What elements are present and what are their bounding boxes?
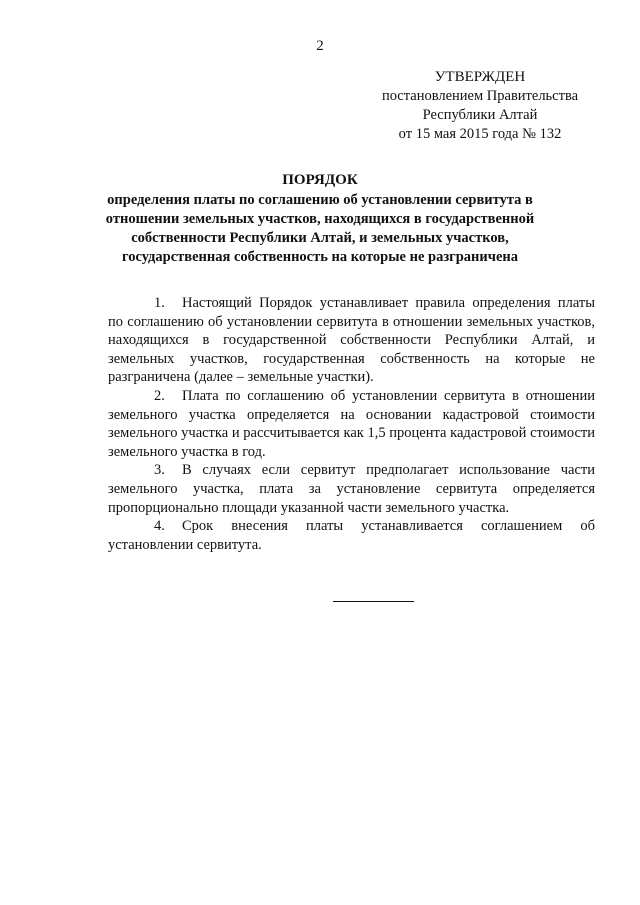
paragraph-text: В случаях если сервитут предполагает использование части земельного участка, плата за установление сервитута определяется пропорционально площади указанной части земельного участка. bbox=[108, 462, 595, 516]
paragraph-text: Настоящий Порядок устанавливает правила определения платы по соглашению об установлении сервитута в отношении земельных участков, находящихся в государственной собственности Республики Алтай, и земельных участков, государственная собственность на которые не разграничена (далее – земельные участки). bbox=[108, 295, 595, 386]
approval-stamp: УТВЕРЖДЕН bbox=[434, 69, 526, 85]
paragraph-4 bbox=[108, 517, 595, 554]
paragraph-text: Плата по соглашению об установлении сервитута в отношении земельного участка определяется на основании кадастровой стоимости земельного участка и рассчитывается как 1,5 процента кадастровой стоимости земельного участка в год. bbox=[108, 387, 595, 460]
approval-block bbox=[360, 68, 600, 144]
closing-rule bbox=[333, 601, 414, 602]
document-body bbox=[108, 294, 595, 554]
paragraph-number: 3. bbox=[154, 462, 165, 479]
document-title: ПОРЯДОК bbox=[282, 172, 358, 188]
subtitle-line: государственная собственность на которые не разграничена bbox=[122, 249, 518, 265]
approval-decree-line: постановлением Правительства bbox=[381, 88, 579, 104]
paragraph-1 bbox=[108, 294, 595, 387]
paragraph-number: 4. bbox=[154, 518, 165, 535]
approval-date-line: от 15 мая 2015 года № 132 bbox=[398, 126, 562, 142]
subtitle-line: собственности Республики Алтай, и земельных участков, bbox=[131, 230, 509, 246]
subtitle-line: отношении земельных участков, находящихся в государственной bbox=[105, 211, 535, 227]
paragraph-3 bbox=[108, 461, 595, 517]
document-subtitle bbox=[100, 191, 540, 267]
paragraph-number: 1. bbox=[154, 295, 165, 311]
paragraph-text: Срок внесения платы устанавливается соглашением об установлении сервитута. bbox=[108, 518, 595, 553]
paragraph-2 bbox=[108, 387, 595, 461]
subtitle-line: определения платы по соглашению об установлении сервитута в bbox=[107, 192, 533, 208]
paragraph-number: 2. bbox=[154, 387, 165, 404]
page-number: 2 bbox=[316, 38, 324, 54]
approval-issuer-line: Республики Алтай bbox=[422, 107, 538, 123]
